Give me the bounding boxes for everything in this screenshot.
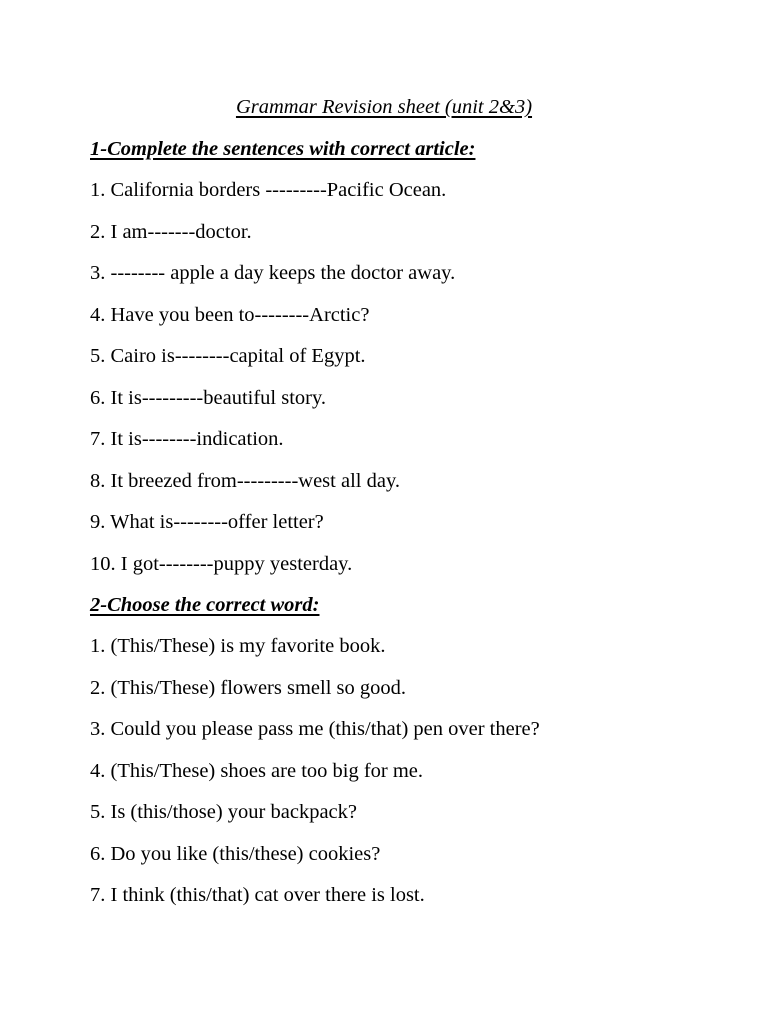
- section-1-item-1: 1. California borders ---------Pacific Ocean.: [90, 179, 447, 201]
- section-1-item-6: 6. It is---------beautiful story.: [90, 387, 327, 409]
- section-1-item-4: 4. Have you been to--------Arctic?: [90, 304, 370, 326]
- section-1-item-8: 8. It breezed from---------west all day.: [90, 470, 400, 492]
- section-2-item-3: 3. Could you please pass me (this/that) pen over there?: [90, 718, 540, 740]
- section-1-item-5: 5. Cairo is--------capital of Egypt.: [90, 345, 366, 367]
- section-1-heading: 1-Complete the sentences with correct article:: [90, 138, 476, 160]
- section-2-item-1: 1. (This/These) is my favorite book.: [90, 635, 386, 657]
- section-2-heading: 2-Choose the correct word:: [90, 594, 320, 616]
- section-1-item-3: 3. -------- apple a day keeps the doctor away.: [90, 262, 456, 284]
- section-1-item-2: 2. I am-------doctor.: [90, 221, 252, 243]
- section-1-item-10: 10. I got--------puppy yesterday.: [90, 553, 353, 575]
- section-2-item-6: 6. Do you like (this/these) cookies?: [90, 843, 381, 865]
- section-2-item-2: 2. (This/These) flowers smell so good.: [90, 677, 406, 699]
- section-1-item-7: 7. It is--------indication.: [90, 428, 284, 450]
- section-2-item-5: 5. Is (this/those) your backpack?: [90, 801, 357, 823]
- section-2-item-7: 7. I think (this/that) cat over there is lost.: [90, 884, 425, 906]
- section-2-item-4: 4. (This/These) shoes are too big for me.: [90, 760, 424, 782]
- page-title: Grammar Revision sheet (unit 2&3): [235, 96, 533, 118]
- section-1-item-9: 9. What is--------offer letter?: [90, 511, 324, 533]
